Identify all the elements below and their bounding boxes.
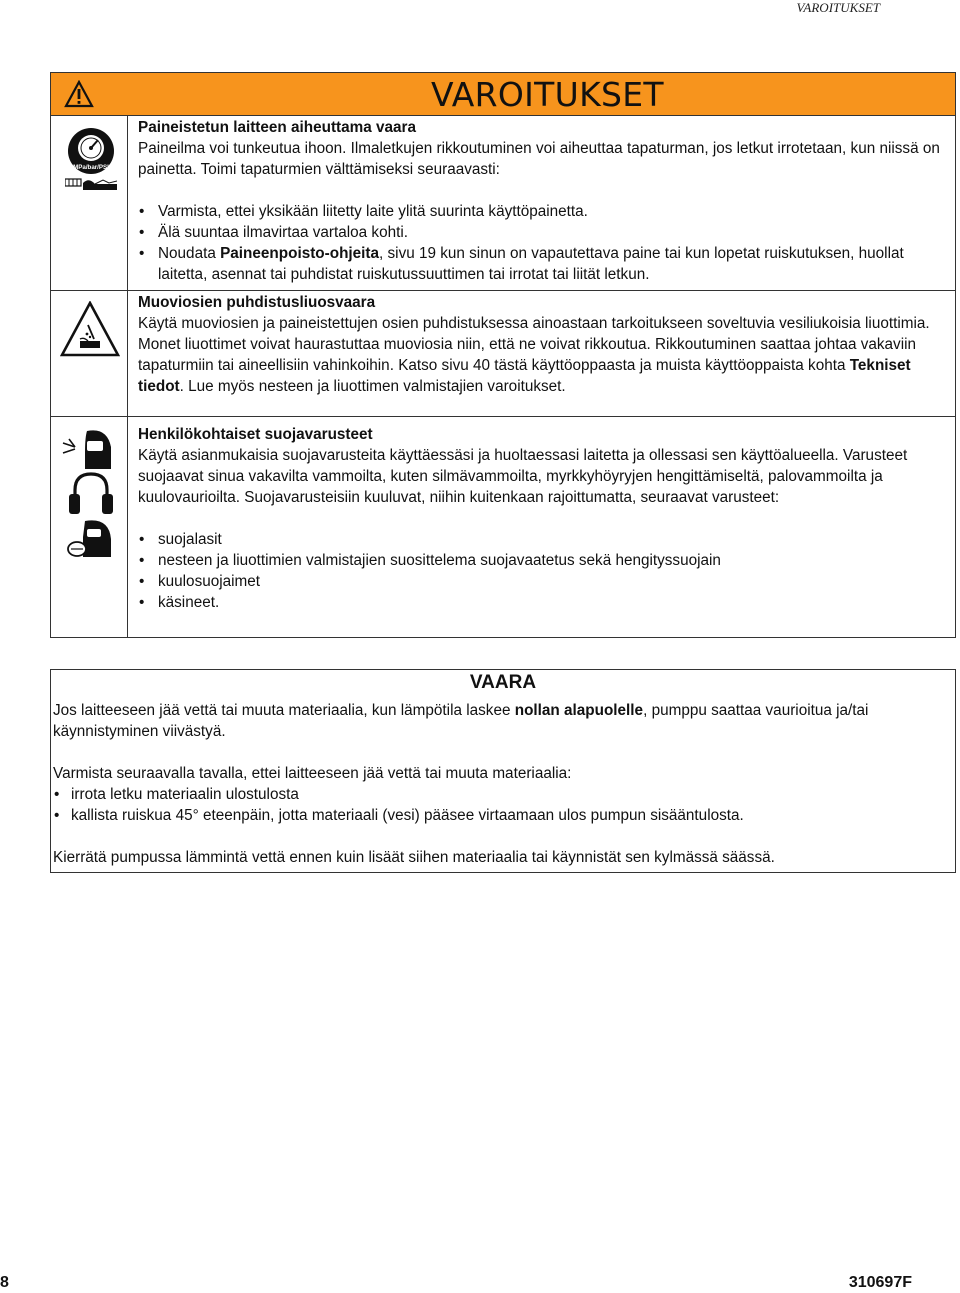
section-heading: Paineistetun laitteen aiheuttama vaara xyxy=(138,119,416,136)
warning-triangle-icon xyxy=(64,80,94,108)
caution-bullet-list xyxy=(53,784,949,826)
list-item: • kallista ruiskua 45° eteenpäin, jotta materiaali (vesi) pääsee virtaamaan ulos pumpun sisääntulosta. xyxy=(53,805,949,826)
column-divider xyxy=(127,115,128,637)
ppe-bullet-list xyxy=(138,529,945,613)
warnings-table xyxy=(50,72,956,638)
list-item: • suojalasit xyxy=(138,529,945,550)
face-shield-icon xyxy=(61,427,115,471)
warnings-header-band xyxy=(51,73,955,116)
gauge-label: MPa/bar/PSI xyxy=(73,164,109,171)
list-item: • Älä suuntaa ilmavirtaa vartaloa kohti. xyxy=(138,222,945,243)
list-item: • irrota letku materiaalin ulostulosta xyxy=(53,784,949,805)
air-hose-skin-icon xyxy=(65,176,117,190)
list-item: • nesteen ja liuottimien valmistajien suosittelema suojavaatetus sekä hengityssuojain xyxy=(138,550,945,571)
section-text xyxy=(138,313,945,397)
list-item xyxy=(138,243,945,285)
list-item-text: , sivu 19 kun sinun on vapautettava paine tai kun lopetat ruiskutuksen, huollat laitetta, asennat tai puhdistat ruiskutussuuttimen tai irrotat tai liität letkun. xyxy=(158,245,904,283)
ear-protection-icon xyxy=(69,470,113,516)
document-code: 310697F xyxy=(848,1274,912,1291)
caution-text: , pumppu saattaa vaurioitua ja/tai käynnistyminen viivästyä. xyxy=(53,702,869,740)
page-number: 8 xyxy=(0,1274,9,1291)
caution-title: VAARA xyxy=(469,672,537,693)
caution-paragraph xyxy=(53,700,949,742)
row-divider xyxy=(51,290,955,291)
section-text: Paineilma voi tunkeutua ihoon. Ilmaletkujen rikkoutuminen voi aiheuttaa tapaturman, jos letkut irrotetaan, kun niissä on painetta. Toimi tapaturmien välttämiseksi seuraavasti: xyxy=(138,140,940,178)
section-text: Käytä asianmukaisia suojavarusteita käyttäessäsi ja huoltaessasi laitetta ja ollessasi sen käyttöalueella. Varusteet suojaavat sinua vakavilta vammoilta, kuten silmävammoilta, myrkkyhöyryjen hengittämiseltä, palovammoilta ja kuulovaurioilta. Suojavarusteisiin kuuluvat, niihin kuitenkaan rajoittumatta, seuraavat varusteet: xyxy=(138,447,908,506)
caution-text-bold: nollan alapuolelle xyxy=(514,702,644,719)
warnings-title: VAROITUKSET xyxy=(431,75,664,114)
list-item: • kuulosuojaimet xyxy=(138,571,945,592)
chemical-corrosion-icon xyxy=(60,301,120,357)
running-header: VAROITUKSET xyxy=(796,0,880,15)
section-text-part: Käytä muoviosien ja paineistettujen osien puhdistuksessa ainoastaan tarkoitukseen soveltuvia vesiliukoisia liuottimia. Monet liuottimet voivat haurastuttaa muoviosia niin, että ne voivat rikkoutua. Rikkoutuminen saattaa johtaa vakaviin tapaturmiin tai aineellisiin vahinkoihin. Katso sivu 40 tästä käyttöoppaasta ja muista käyttöoppaista kohta xyxy=(138,315,930,374)
caution-paragraph: Kierrätä pumpussa lämmintä vettä ennen kuin lisäät siihen materiaalia tai käynnistät sen kylmässä säässä. xyxy=(53,849,775,866)
caution-text: Jos laitteeseen jää vettä tai muuta materiaalia, kun lämpötila laskee xyxy=(53,702,515,719)
section-heading: Henkilökohtaiset suojavarusteet xyxy=(138,426,373,443)
caution-box xyxy=(50,669,956,873)
row-divider xyxy=(51,416,955,417)
section-text-part: . Lue myös nesteen ja liuottimen valmistajien varoitukset. xyxy=(179,378,566,395)
list-item: • Varmista, ettei yksikään liitetty laite ylitä suurinta käyttöpainetta. xyxy=(138,201,945,222)
section-heading: Muoviosien puhdistusliuosvaara xyxy=(138,294,376,311)
caution-paragraph: Varmista seuraavalla tavalla, ettei laitteeseen jää vettä tai muuta materiaalia: xyxy=(53,765,572,782)
section-text-bold: Tekniset tiedot xyxy=(138,357,911,395)
section-ppe xyxy=(138,424,945,613)
pressure-bullet-list xyxy=(138,201,945,285)
list-item: • käsineet. xyxy=(138,592,945,613)
list-item-text: Noudata xyxy=(158,245,221,262)
respirator-icon xyxy=(65,517,113,559)
pressure-gauge-icon xyxy=(67,127,115,175)
section-pressure xyxy=(138,117,945,285)
caution-body xyxy=(53,700,949,868)
section-solvent xyxy=(138,292,945,397)
list-item-bold: Paineenpoisto-ohjeita xyxy=(220,245,380,262)
